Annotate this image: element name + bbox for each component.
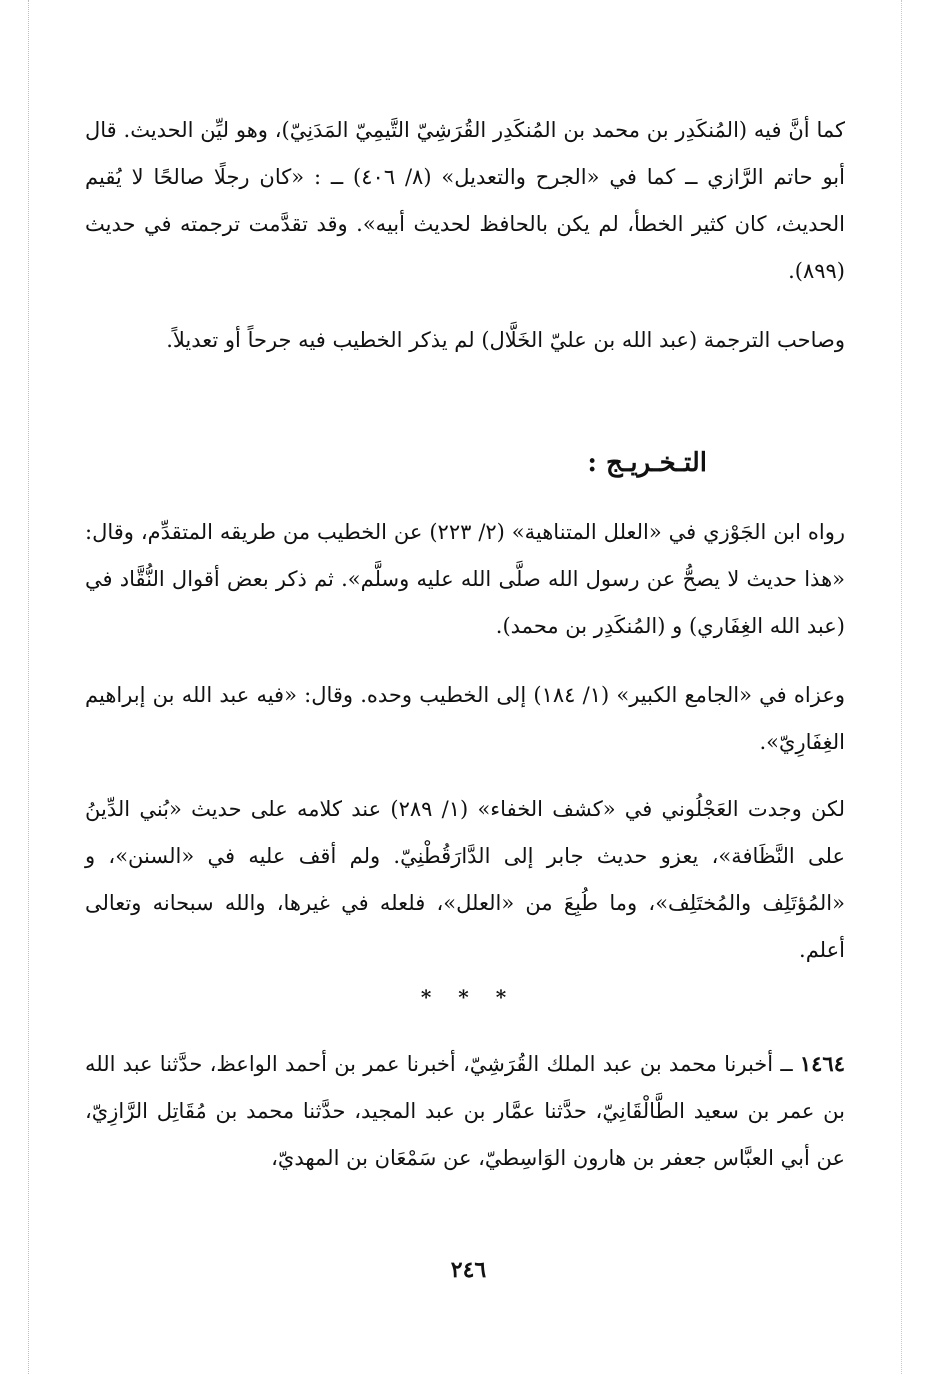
scan-edge-left: [28, 0, 30, 1374]
scan-edge-right: [901, 0, 903, 1374]
paragraph-translation-subject: [85, 317, 845, 364]
hadith-text: [85, 1040, 845, 1182]
paragraph-ajluni: [85, 786, 845, 974]
paragraph-text: وصاحب الترجمة (عبد الله بن عليّ الخَلَّال) لم يذكر الخطيب فيه جرحاً أو تعديلاً.: [166, 328, 845, 352]
page-number: ٢٤٦: [450, 1257, 487, 1283]
paragraph-ibn-jawzi: [85, 509, 845, 650]
paragraph-text: وعزاه في «الجامع الكبير» (١/ ١٨٤) إلى الخطيب وحده. وقال: «فيه عبد الله بن إبراهيم الغِفَارِيّ».: [85, 683, 845, 754]
paragraph-jami-kabir: [85, 672, 845, 766]
paragraph-text: كما أنَّ فيه (المُنكَدِر بن محمد بن المُنكَدِر القُرَشِيّ التَّيمِيّ المَدَنِيّ)، وهو ليِّن الحديث. قال أبو حاتم الرَّازي ــ كما في «الجرح والتعديل» (٨/ ٤٠٦) ــ : «كان رجلًا صالحًا لا يُقيم الحديث، كان كثير الخطأ، لم يكن بالحافظ لحديث أبيه». وقد تقدَّمت ترجمته في حديث (٨٩٩).: [85, 118, 845, 283]
paragraph-text: لكن وجدت العَجْلُوني في «كشف الخفاء» (١/ ٢٨٩) عند كلامه على حديث «بُني الدِّينُ على النَّظَافة»، يعزو حديث جابر إلى الدَّارَقُطْنِيّ. ولم أقف عليه في «السنن»، و «المُؤتَلِف والمُختَلِف»، وما طُبِعَ من «العلل»، فلعله في غيرها، والله سبحانه وتعالى أعلم.: [85, 797, 845, 962]
paragraph-text: رواه ابن الجَوْزي في «العلل المتناهية» (٢/ ٢٢٣) عن الخطيب من طريقه المتقدِّم، وقال: «هذا حديث لا يصحُّ عن رسول الله صلَّى الله عليه وسلَّم». ثم ذكر بعض أقوال النُّقَّاد في (عبد الله الغِفَاري) و (المُنكَدِر بن محمد).: [85, 520, 845, 638]
hadith-number: ١٤٦٤: [799, 1051, 845, 1076]
hadith-isnad: ــ أخبرنا محمد بن عبد الملك القُرَشِيّ، أخبرنا عمر بن أحمد الواعظ، حدَّثنا عبد الله بن عمر بن سعيد الطَّالْقَانِيّ، حدَّثنا عمَّار بن عبد المجيد، حدَّثنا محمد بن مُقَاتِل الرَّازِيّ، عن أبي العبَّاس جعفر بن هارون الوَاسِطيّ، عن سَمْعَان بن المهديّ،: [85, 1052, 845, 1170]
paragraph-narrator-note: [85, 107, 845, 295]
hadith-entry: [85, 1040, 845, 1182]
section-separator: * * *: [420, 985, 517, 1009]
section-heading-takhrij: التـخـريـج :: [587, 448, 707, 478]
